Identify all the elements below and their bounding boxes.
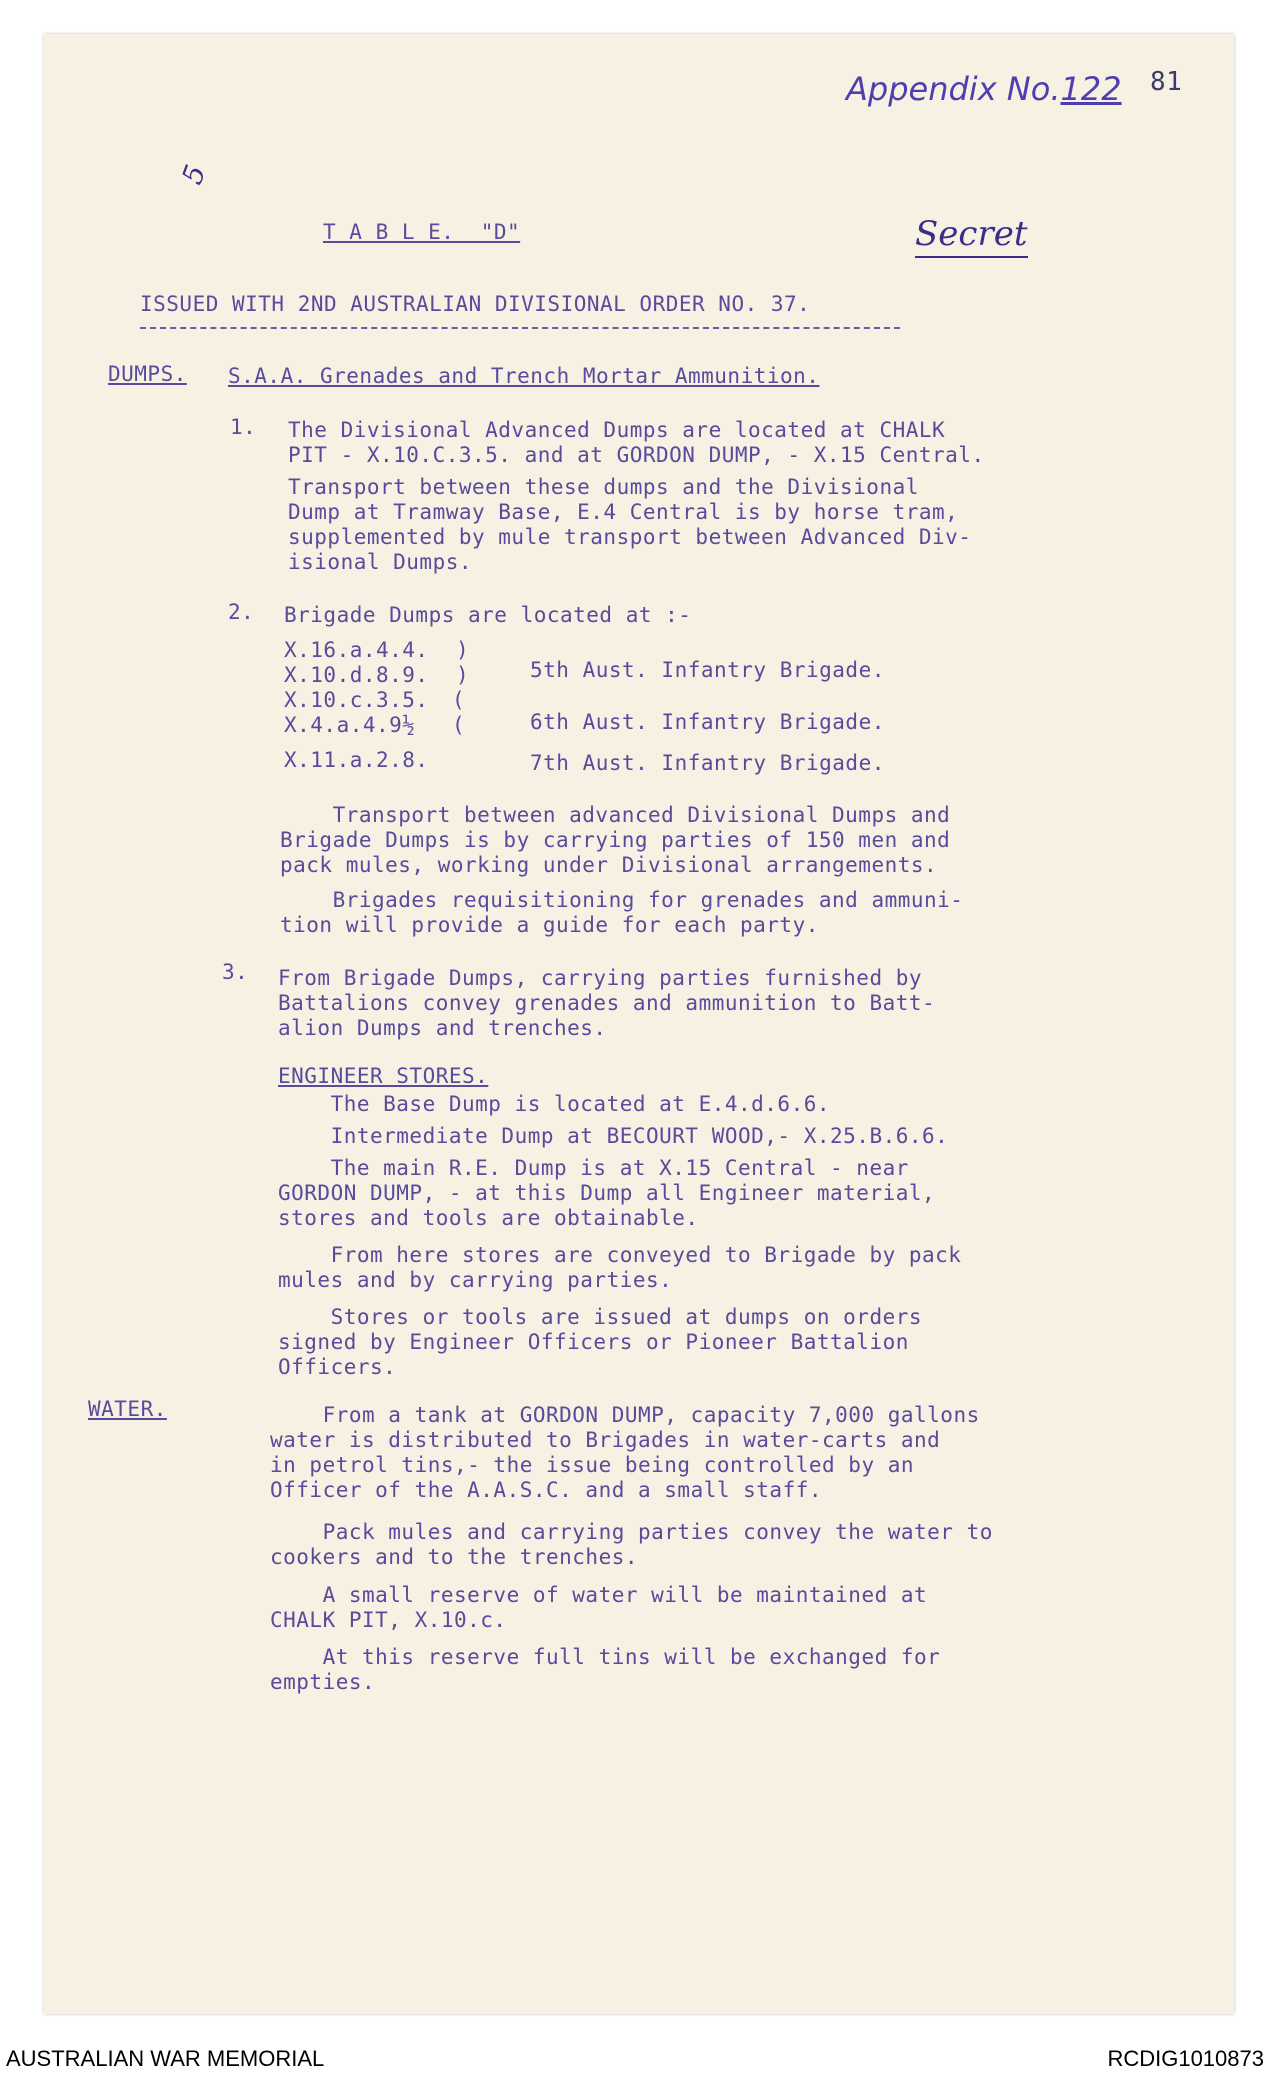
table-title: T A B L E. "D" — [323, 220, 521, 244]
section-water: WATER. — [88, 1397, 167, 1421]
grid-ref: X.10.c.3.5. — [284, 688, 429, 712]
para-1-line: The Divisional Advanced Dumps are located at CHALK — [288, 418, 946, 442]
engineer-line: GORDON DUMP, - at this Dump all Engineer material, — [278, 1181, 936, 1205]
footer-source: AUSTRALIAN WAR MEMORIAL — [6, 2046, 325, 2071]
water-line: water is distributed to Brigades in water-carts and — [270, 1428, 941, 1452]
para-2-line: tion will provide a guide for each party. — [280, 913, 819, 937]
water-line: A small reserve of water will be maintained at — [270, 1583, 928, 1607]
appendix-label: Appendix No. — [846, 70, 1061, 108]
engineer-line: From here stores are conveyed to Brigade by pack — [278, 1243, 962, 1267]
brigade-label: 5th Aust. Infantry Brigade. — [530, 658, 885, 682]
brigade-label: 6th Aust. Infantry Brigade. — [530, 710, 885, 734]
secret-annotation: Secret — [915, 214, 1028, 258]
grid-ref: X.16.a.4.4. — [284, 638, 429, 662]
water-line: CHALK PIT, X.10.c. — [270, 1608, 507, 1632]
grid-ref: X.4.a.4.9½ — [284, 713, 416, 737]
engineer-line: stores and tools are obtainable. — [278, 1206, 699, 1230]
appendix-number: 122 — [1060, 70, 1122, 108]
para-2-number: 2. — [228, 600, 255, 624]
dumps-heading: S.A.A. Grenades and Trench Mortar Ammunition. — [228, 364, 820, 388]
para-1-line: Transport between these dumps and the Divisional — [288, 475, 919, 499]
para-2-line: Transport between advanced Divisional Dumps and — [280, 803, 951, 827]
para-1-line: supplemented by mule transport between Advanced Div- — [288, 525, 972, 549]
brace-mark: ) ) — [456, 638, 469, 687]
para-1-line: Dump at Tramway Base, E.4 Central is by horse tram, — [288, 500, 959, 524]
para-3-line: alion Dumps and trenches. — [278, 1016, 607, 1040]
para-2-line: pack mules, working under Divisional arrangements. — [280, 853, 938, 877]
para-1-number: 1. — [230, 415, 257, 439]
footer-id: RCDIG1010873 — [1107, 2046, 1264, 2071]
document-page — [44, 34, 1234, 2014]
engineer-line: mules and by carrying parties. — [278, 1268, 673, 1292]
water-line: At this reserve full tins will be exchanged for — [270, 1645, 941, 1669]
para-3-line: Battalions convey grenades and ammunition to Batt- — [278, 991, 936, 1015]
para-3-number: 3. — [222, 960, 249, 984]
grid-ref: X.11.a.2.8. — [284, 748, 429, 772]
brigade-label: 7th Aust. Infantry Brigade. — [530, 751, 885, 775]
para-2-intro: Brigade Dumps are located at :- — [284, 603, 692, 627]
section-dumps: DUMPS. — [108, 362, 187, 386]
water-line: empties. — [270, 1670, 376, 1694]
appendix-stamp — [846, 70, 1122, 108]
para-2-line: Brigade Dumps is by carrying parties of 150 men and — [280, 828, 951, 852]
engineer-line: Officers. — [278, 1355, 397, 1379]
engineer-line: Stores or tools are issued at dumps on orders — [278, 1305, 923, 1329]
para-3-line: From Brigade Dumps, carrying parties furnished by — [278, 966, 923, 990]
engineer-line: signed by Engineer Officers or Pioneer Battalion — [278, 1330, 909, 1354]
water-line: cookers and to the trenches. — [270, 1545, 639, 1569]
para-1-line: isional Dumps. — [288, 550, 473, 574]
engineer-line: The main R.E. Dump is at X.15 Central - near — [278, 1156, 909, 1180]
water-line: in petrol tins,- the issue being controlled by an — [270, 1453, 915, 1477]
engineer-heading: ENGINEER STORES. — [278, 1064, 489, 1088]
dashed-divider — [140, 327, 900, 329]
brace-mark: ( ( — [452, 688, 465, 737]
water-line: Officer of the A.A.S.C. and a small staff. — [270, 1478, 823, 1502]
corner-number: 81 — [1150, 67, 1183, 97]
engineer-line: The Base Dump is located at E.4.d.6.6. — [278, 1092, 831, 1116]
para-1-line: PIT - X.10.C.3.5. and at GORDON DUMP, - X.15 Central. — [288, 443, 985, 467]
issued-line: ISSUED WITH 2ND AUSTRALIAN DIVISIONAL ORDER NO. 37. — [140, 292, 811, 316]
water-line: From a tank at GORDON DUMP, capacity 7,000 gallons — [270, 1403, 980, 1427]
margin-number: 5 — [175, 160, 213, 189]
water-line: Pack mules and carrying parties convey the water to — [270, 1520, 993, 1544]
engineer-line: Intermediate Dump at BECOURT WOOD,- X.25.B.6.6. — [278, 1124, 949, 1148]
grid-ref: X.10.d.8.9. — [284, 663, 429, 687]
para-2-line: Brigades requisitioning for grenades and ammuni- — [280, 888, 964, 912]
